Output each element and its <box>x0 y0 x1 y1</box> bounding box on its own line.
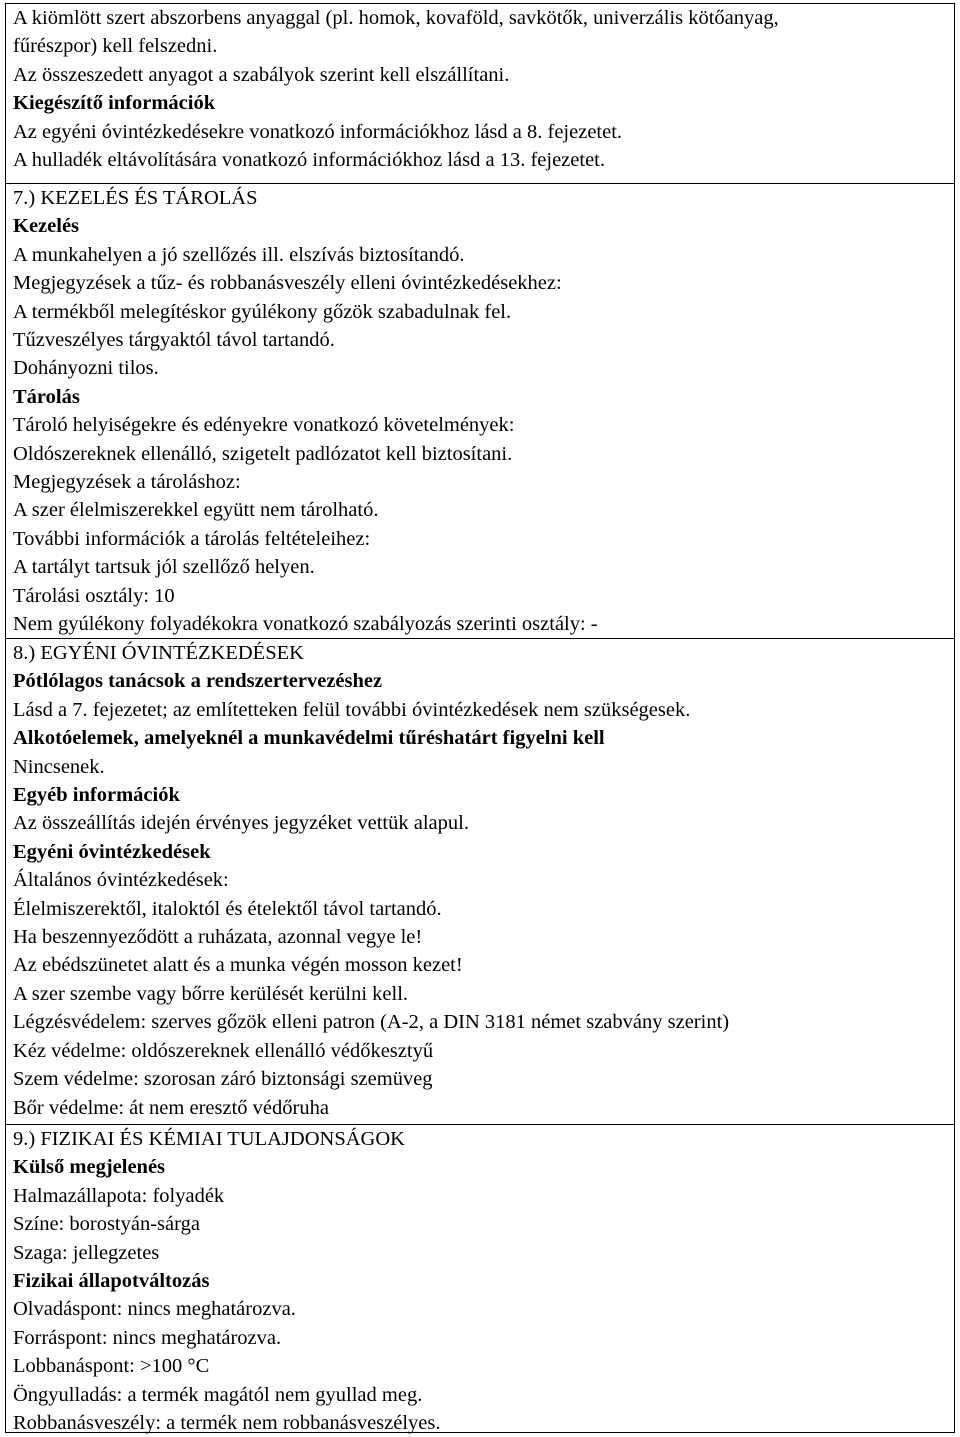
section-heading: 7.) KEZELÉS ÉS TÁROLÁS <box>13 187 258 209</box>
text-line: Az egyéni óvintézkedésekre vonatkozó információkhoz lásd a 8. fejezetet. <box>13 120 623 143</box>
text-line: További információk a tárolás feltételeihez: <box>13 527 371 550</box>
subheading: Pótlólagos tanácsok a rendszertervezéshez <box>13 670 383 693</box>
text-line: Forráspont: nincs meghatározva. <box>13 1326 282 1349</box>
text-line: Robbanásveszély: a termék nem robbanásveszélyes. <box>13 1412 441 1435</box>
text-line: Dohányozni tilos. <box>13 357 159 380</box>
section-8-personal-protection <box>6 639 954 1125</box>
text-line: Nem gyúlékony folyadékokra vonatkozó szabályozás szerinti osztály: - <box>13 613 598 636</box>
subheading: Tárolás <box>13 385 80 408</box>
text-line: Lásd a 7. fejezetet; az említetteken felül további óvintézkedések nem szükségesek. <box>13 698 691 721</box>
text-line: A munkahelyen a jó szellőzés ill. elszívás biztosítandó. <box>13 243 465 266</box>
text-line: Az összeszedett anyagot a szabályok szerint kell elszállítani. <box>13 63 510 86</box>
section-9-physical-chemical-properties <box>6 1125 954 1437</box>
subheading: Kezelés <box>13 215 80 238</box>
text-line: A szer élelmiszerekkel együtt nem tárolható. <box>13 499 379 522</box>
text-line: Öngyulladás: a termék magától nem gyullad meg. <box>13 1383 423 1406</box>
text-line: fűrészpor) kell felszedni. <box>13 35 218 58</box>
subheading: Fizikai állapotváltozás <box>13 1270 210 1293</box>
text-line: Lobbanáspont: >100 °C <box>13 1355 210 1378</box>
text-line: A kiömlött szert abszorbens anyaggal (pl. homok, kovaföld, savkötők, univerzális kötőanyag, <box>13 7 779 29</box>
text-line: Tároló helyiségekre és edényekre vonatkozó követelmények: <box>13 414 515 437</box>
safety-data-sheet-page <box>5 3 955 1433</box>
section-heading: 8.) EGYÉNI ÓVINTÉZKEDÉSEK <box>13 642 304 664</box>
text-line: Ha beszennyeződött a ruházata, azonnal vegye le! <box>13 926 423 949</box>
text-line: Megjegyzések a tároláshoz: <box>13 471 241 494</box>
subheading: Kiegészítő információk <box>13 92 216 115</box>
text-line: Tűzveszélyes tárgyaktól távol tartandó. <box>13 329 335 352</box>
text-line: Általános óvintézkedések: <box>13 869 229 892</box>
text-line: Oldószereknek ellenálló, szigetelt padlózatot kell biztosítani. <box>13 442 513 465</box>
subheading: Külső megjelenés <box>13 1156 166 1179</box>
text-line: Az ebédszünetet alatt és a munka végén mosson kezet! <box>13 954 463 977</box>
text-line: Megjegyzések a tűz- és robbanásveszély elleni óvintézkedésekhez: <box>13 272 562 295</box>
text-line: A szer szembe vagy bőrre kerülését kerülni kell. <box>13 982 409 1005</box>
text-line: Kéz védelme: oldószereknek ellenálló védőkesztyű <box>13 1039 434 1062</box>
text-line: Bőr védelme: át nem eresztő védőruha <box>13 1096 329 1119</box>
text-line: Olvadáspont: nincs meghatározva. <box>13 1298 296 1321</box>
text-line: Szaga: jellegzetes <box>13 1241 160 1264</box>
text-line: Élelmiszerektől, italoktól és ételektől távol tartandó. <box>13 897 442 920</box>
text-line: Nincsenek. <box>13 755 105 778</box>
text-line: A tartályt tartsuk jól szellőző helyen. <box>13 556 315 579</box>
subheading: Alkotóelemek, amelyeknél a munkavédelmi tűréshatárt figyelni kell <box>13 727 605 750</box>
text-line: A termékből melegítéskor gyúlékony gőzök szabadulnak fel. <box>13 300 512 323</box>
section-heading: 9.) FIZIKAI ÉS KÉMIAI TULAJDONSÁGOK <box>13 1128 405 1150</box>
text-line: Tárolási osztály: 10 <box>13 584 175 607</box>
subheading: Egyéb információk <box>13 784 180 807</box>
text-line: Halmazállapota: folyadék <box>13 1184 225 1207</box>
text-line: Az összeállítás idején érvényes jegyzéket vettük alapul. <box>13 812 469 835</box>
section-7-handling-storage <box>6 184 954 639</box>
text-line: Légzésvédelem: szerves gőzök elleni patron (A-2, a DIN 3181 német szabvány szerint) <box>13 1011 730 1034</box>
text-line: Színe: borostyán-sárga <box>13 1213 200 1236</box>
subheading: Egyéni óvintézkedések <box>13 840 211 863</box>
section-6-continuation <box>6 4 954 184</box>
text-line: A hulladék eltávolítására vonatkozó információkhoz lásd a 13. fejezetet. <box>13 149 605 172</box>
text-line: Szem védelme: szorosan záró biztonsági szemüveg <box>13 1068 433 1091</box>
